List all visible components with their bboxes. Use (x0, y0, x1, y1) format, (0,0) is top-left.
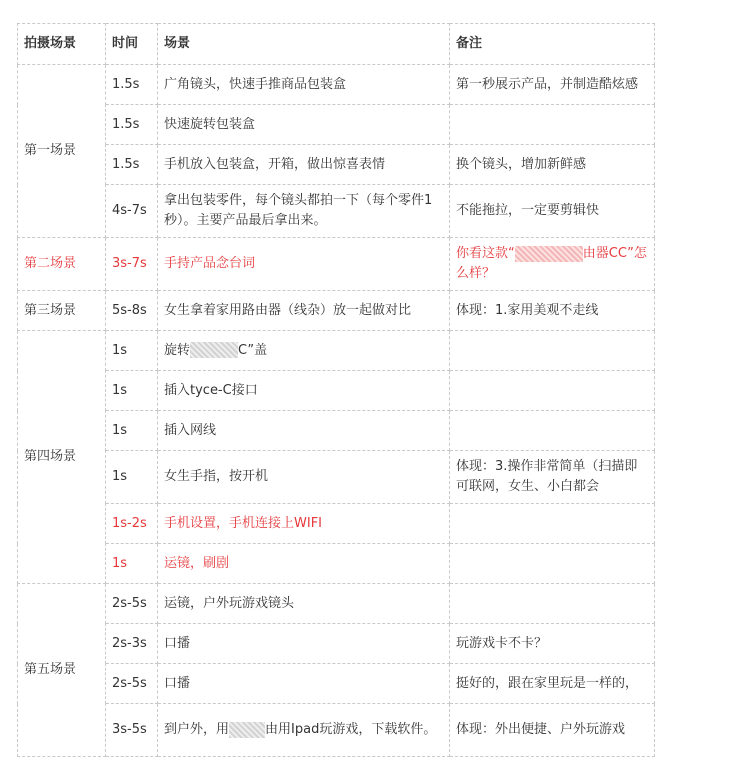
shot-cell (158, 704, 450, 757)
redacted-block (229, 722, 265, 738)
time-cell: 1.5s (106, 145, 158, 185)
note-cell (450, 371, 655, 411)
shot-cell: 拿出包装零件，每个镜头都拍一下（每个零件1秒）。主要产品最后拿出来。 (158, 185, 450, 238)
redacted-block (190, 342, 238, 358)
time-cell: 1s (106, 544, 158, 584)
table-row (18, 451, 655, 504)
shot-cell: 插入网线 (158, 411, 450, 451)
shot-cell: 口播 (158, 624, 450, 664)
shot-cell (158, 331, 450, 371)
note-cell (450, 105, 655, 145)
scene-label-2: 第二场景 (18, 238, 106, 291)
note-cell: 体现：3.操作非常简单（扫描即可联网，女生、小白都会 (450, 451, 655, 504)
time-cell: 2s-5s (106, 664, 158, 704)
shot-cell: 运镜，户外玩游戏镜头 (158, 584, 450, 624)
shot-cell: 广角镜头，快速手推商品包装盒 (158, 65, 450, 105)
time-cell: 1.5s (106, 65, 158, 105)
table-row (18, 544, 655, 584)
note-cell (450, 411, 655, 451)
note-cell: 体现：1.家用美观不走线 (450, 291, 655, 331)
time-cell: 5s-8s (106, 291, 158, 331)
shot-cell: 女生拿着家用路由器（线杂）放一起做对比 (158, 291, 450, 331)
note-text-a: 你看这款“ (456, 246, 515, 261)
scene-label-3: 第三场景 (18, 291, 106, 331)
note-cell (450, 584, 655, 624)
shot-cell: 快速旋转包装盒 (158, 105, 450, 145)
header-scene: 拍摄场景 (18, 24, 106, 65)
shot-cell: 手机设置，手机连接上WIFI (158, 504, 450, 544)
table-header-row (18, 24, 655, 65)
shot-cell: 口播 (158, 664, 450, 704)
table-row (18, 704, 655, 757)
note-cell: 换个镜头，增加新鲜感 (450, 145, 655, 185)
note-cell: 玩游戏卡不卡？ (450, 624, 655, 664)
shot-cell: 女生手指，按开机 (158, 451, 450, 504)
note-cell: 挺好的，跟在家里玩是一样的， (450, 664, 655, 704)
time-cell: 3s-7s (106, 238, 158, 291)
shooting-script-table (17, 23, 655, 757)
time-cell: 1s (106, 411, 158, 451)
time-cell: 1s (106, 371, 158, 411)
note-text-b: 由器CC”怎么样？ (456, 246, 647, 281)
shot-cell: 手机放入包装盒，开箱，做出惊喜表情 (158, 145, 450, 185)
note-cell (450, 331, 655, 371)
header-time: 时间 (106, 24, 158, 65)
note-cell (450, 544, 655, 584)
scene-label-1: 第一场景 (18, 65, 106, 238)
table-row (18, 371, 655, 411)
note-cell (450, 504, 655, 544)
table-row (18, 331, 655, 371)
shot-cell: 运镜，刷剧 (158, 544, 450, 584)
table-row (18, 238, 655, 291)
time-cell: 2s-5s (106, 584, 158, 624)
header-note: 备注 (450, 24, 655, 65)
time-cell: 1s-2s (106, 504, 158, 544)
note-cell: 第一秒展示产品，并制造酷炫感 (450, 65, 655, 105)
shot-text-a: 旋转 (164, 342, 191, 358)
table-row (18, 105, 655, 145)
table-row (18, 624, 655, 664)
time-cell: 1s (106, 451, 158, 504)
table-row (18, 504, 655, 544)
time-cell: 1.5s (106, 105, 158, 145)
table-row (18, 185, 655, 238)
time-cell: 2s-3s (106, 624, 158, 664)
time-cell: 3s-5s (106, 704, 158, 757)
table-row (18, 291, 655, 331)
table-row (18, 411, 655, 451)
table-row (18, 145, 655, 185)
shot-text-b: 由用Ipad玩游戏，下载软件。 (265, 722, 437, 737)
note-cell: 体现：外出便捷、户外玩游戏 (450, 704, 655, 757)
scene-label-5: 第五场景 (18, 584, 106, 757)
note-cell (450, 238, 655, 291)
shot-text-b: C”盖 (238, 342, 268, 358)
header-shot: 场景 (158, 24, 450, 65)
time-cell: 1s (106, 331, 158, 371)
time-cell: 4s-7s (106, 185, 158, 238)
table-row (18, 65, 655, 105)
note-cell: 不能拖拉，一定要剪辑快 (450, 185, 655, 238)
shot-cell: 手持产品念台词 (158, 238, 450, 291)
table-row (18, 664, 655, 704)
shot-cell: 插入tyce-C接口 (158, 371, 450, 411)
shot-text-a: 到户外，用 (164, 722, 230, 737)
table-row (18, 584, 655, 624)
redacted-block (515, 246, 583, 262)
scene-label-4: 第四场景 (18, 331, 106, 584)
